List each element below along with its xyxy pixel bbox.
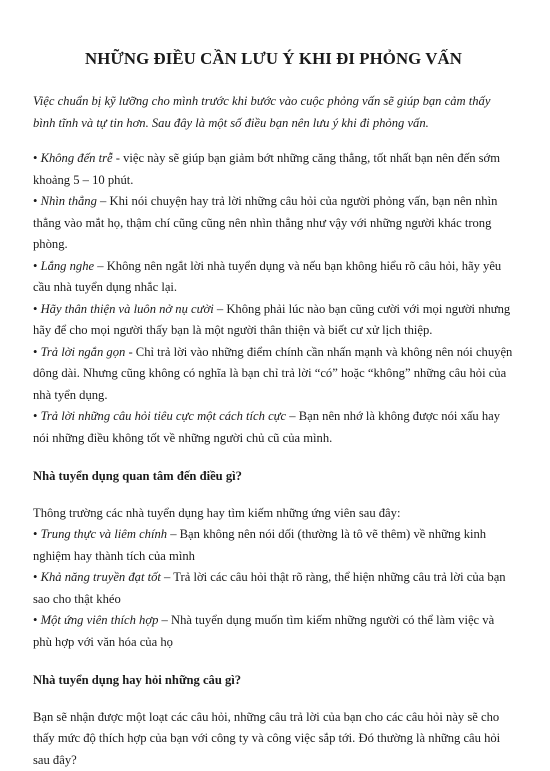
interest-item: • Khả năng truyền đạt tốt – Trả lời các câu hỏi thật rõ ràng, thể hiện những câu trả lời của bạn sao cho thật khéo [33, 567, 514, 610]
tip-text: – Không nên ngắt lời nhà tuyển dụng và nếu bạn không hiểu rõ câu hỏi, hãy yêu cầu nhà tuyển dụng nhắc lại. [33, 259, 501, 295]
interest-term: Một ứng viên thích hợp [41, 613, 159, 627]
tip-term: Trả lời ngắn gọn [41, 345, 126, 359]
tip-text: – Khi nói chuyện hay trả lời những câu hỏi của người phỏng vấn, bạn nên nhìn thẳng vào mắt họ, thậm chí cũng cũng nên nhìn thẳng như vậy với những người khác trong phòng. [33, 194, 497, 251]
interest-text: – Bạn không nên nói dối (thường là tô vẽ thêm) về những kinh nghiệm hay thành tích của mình [33, 527, 486, 563]
tip-term: Nhìn thẳng [41, 194, 97, 208]
interest-term: Trung thực và liêm chính [41, 527, 168, 541]
interest-term: Khả năng truyền đạt tốt [41, 570, 161, 584]
tip-text: – Bạn nên nhớ là không được nói xấu hay nói những điều không tốt về những người chủ cũ của mình. [33, 409, 500, 445]
section-heading-employer-questions: Nhà tuyển dụng hay hỏi những câu gì? [33, 670, 514, 692]
tips-list [33, 148, 514, 449]
section-lead: Thông trường các nhà tuyển dụng hay tìm kiếm những ứng viên sau đây: [33, 503, 514, 525]
tip-term: Hãy thân thiện và luôn nở nụ cười [41, 302, 214, 316]
tip-item: • Nhìn thẳng – Khi nói chuyện hay trả lời những câu hỏi của người phỏng vấn, bạn nên nhìn thẳng vào mắt họ, thậm chí cũng cũng nên nhìn thẳng như vậy với những người khác trong phòng. [33, 191, 514, 256]
tip-term: Không đến trễ [41, 151, 113, 165]
interest-text: – Nhà tuyển dụng muốn tìm kiếm những người có thể làm việc và phù hợp với văn hóa của họ [33, 613, 494, 649]
interest-item: • Trung thực và liêm chính – Bạn không nên nói dối (thường là tô vẽ thêm) về những kinh nghiệm hay thành tích của mình [33, 524, 514, 567]
intro-paragraph: Việc chuẩn bị kỹ lưỡng cho mình trước khi bước vào cuộc phỏng vấn sẽ giúp bạn cảm thấy bình tĩnh và tự tin hơn. Sau đây là một số điều bạn nên lưu ý khi đi phỏng vấn. [33, 91, 514, 134]
tip-text: - việc này sẽ giúp bạn giảm bớt những căng thẳng, tốt nhất bạn nên đến sớm khoảng 5 – 10 phút. [33, 151, 500, 187]
tip-text: - Chỉ trả lời vào những điểm chính cần nhấn mạnh và không nên nói chuyện dông dài. Nhưng cũng không có nghĩa là bạn chỉ trả lời “có” hoặc “không” những câu hỏi của nhà tyển dụng. [33, 345, 512, 402]
section-heading-employer-interest: Nhà tuyển dụng quan tâm đến điều gì? [33, 466, 514, 488]
document-title: NHỮNG ĐIỀU CẦN LƯU Ý KHI ĐI PHỎNG VẤN [33, 46, 514, 72]
tip-item: • Hãy thân thiện và luôn nở nụ cười – Không phải lúc nào bạn cũng cười với mọi người nhưng hãy để cho mọi người thấy bạn là một người thân thiện và biết cư xử lịch thiệp. [33, 299, 514, 342]
tip-term: Trả lời những câu hỏi tiêu cực một cách tích cực [41, 409, 287, 423]
tip-text: – Không phải lúc nào bạn cũng cười với mọi người nhưng hãy để cho mọi người thấy bạn là một người thân thiện và biết cư xử lịch thiệp. [33, 302, 510, 338]
section-paragraph: Bạn sẽ nhận được một loạt các câu hỏi, những câu trả lời của bạn cho các câu hỏi này sẽ cho thấy mức độ thích hợp của bạn với công ty và công việc sắp tới. Đó thường là những câu hỏi sau đây? [33, 707, 514, 771]
tip-item: • Lắng nghe – Không nên ngắt lời nhà tuyển dụng và nếu bạn không hiểu rõ câu hỏi, hãy yêu cầu nhà tuyển dụng nhắc lại. [33, 256, 514, 299]
interest-text: – Trả lời các câu hỏi thật rõ ràng, thể hiện những câu trả lời của bạn sao cho thật khéo [33, 570, 506, 606]
tip-term: Lắng nghe [41, 259, 95, 273]
employer-interest-list [33, 524, 514, 653]
tip-item: • Không đến trễ - việc này sẽ giúp bạn giảm bớt những căng thẳng, tốt nhất bạn nên đến sớm khoảng 5 – 10 phút. [33, 148, 514, 191]
tip-item: • Trả lời ngắn gọn - Chỉ trả lời vào những điểm chính cần nhấn mạnh và không nên nói chuyện dông dài. Nhưng cũng không có nghĩa là bạn chỉ trả lời “có” hoặc “không” những câu hỏi của nhà tyển dụng. [33, 342, 514, 407]
interest-item: • Một ứng viên thích hợp – Nhà tuyển dụng muốn tìm kiếm những người có thể làm việc và phù hợp với văn hóa của họ [33, 610, 514, 653]
tip-item: • Trả lời những câu hỏi tiêu cực một cách tích cực – Bạn nên nhớ là không được nói xấu hay nói những điều không tốt về những người chủ cũ của mình. [33, 406, 514, 449]
